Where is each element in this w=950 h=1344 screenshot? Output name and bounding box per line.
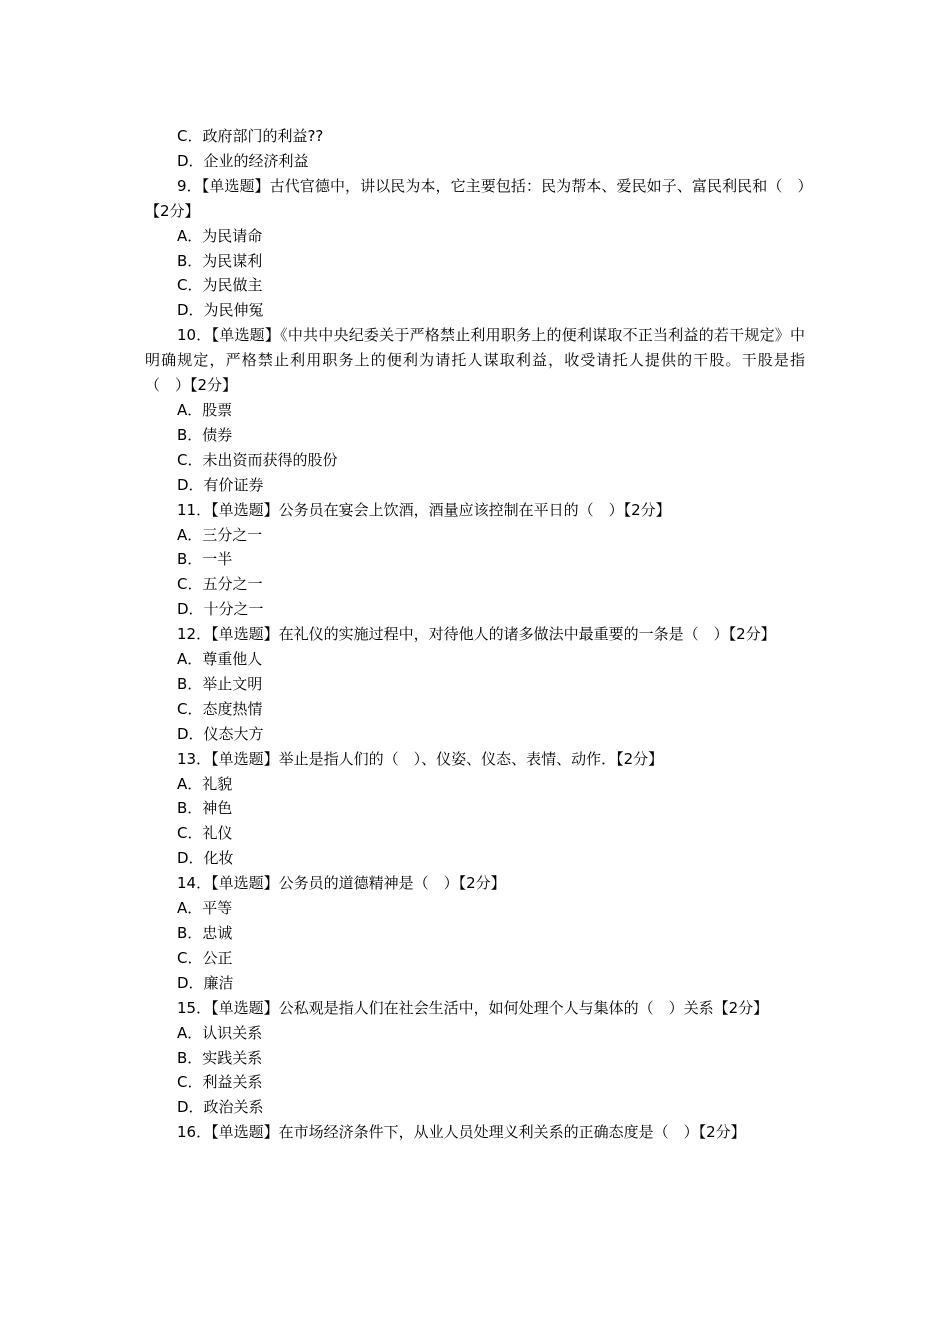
option-c: C．为民做主 xyxy=(177,276,263,295)
option-d: D．化妆 xyxy=(177,849,234,868)
option-c: C．利益关系 xyxy=(177,1073,263,1092)
question-13: 13．【单选题】举止是指人们的（ ）、仪姿、仪态、表情、动作．【2分】 xyxy=(177,749,664,768)
option-b: B．一半 xyxy=(177,550,233,569)
option-b: B．神色 xyxy=(177,799,233,818)
option-d: D．十分之一 xyxy=(177,600,264,619)
option-b: B．实践关系 xyxy=(177,1048,263,1067)
option-d: D．廉洁 xyxy=(177,973,234,992)
option-d: D．有价证券 xyxy=(177,475,264,494)
question-14: 14．【单选题】公务员的道德精神是（ ）【2分】 xyxy=(177,874,506,893)
question-10: 10．【单选题】《中共中央纪委关于严格禁止利用职务上的便利谋取不正当利益的若干规定》中明确规定，严格禁止利用职务上的便利为请托人谋取利益，收受请托人提供的干股。干股是指（ ）【2分】 xyxy=(145,326,805,395)
option-b: B．为民谋利 xyxy=(177,251,263,270)
option-b: B．债券 xyxy=(177,425,233,444)
question-11: 11．【单选题】公务员在宴会上饮酒，酒量应该控制在平日的（ ）【2分】 xyxy=(177,500,671,519)
option-a: A．股票 xyxy=(177,400,233,419)
question-9: 9．【单选题】古代官德中，讲以民为本，它主要包括：民为帮本、爱民如子、富民利民和（ ）【2分】 xyxy=(145,176,805,220)
option-c: C．五分之一 xyxy=(177,575,263,594)
option-d: D．为民伸冤 xyxy=(177,301,264,320)
option-a: A．三分之一 xyxy=(177,525,263,544)
option-a: A．平等 xyxy=(177,899,233,918)
option-d: D．仪态大方 xyxy=(177,724,264,743)
option-b: B．举止文明 xyxy=(177,674,263,693)
question-16: 16．【单选题】在市场经济条件下，从业人员处理义利关系的正确态度是（ ）【2分】 xyxy=(177,1123,746,1142)
option-c: C．政府部门的利益?? xyxy=(177,127,324,145)
option-d: D．政治关系 xyxy=(177,1098,264,1117)
document-page xyxy=(145,124,805,1145)
option-d: D．企业的经济利益 xyxy=(177,151,309,170)
option-a: A．尊重他人 xyxy=(177,650,263,669)
option-c: C．礼仪 xyxy=(177,824,233,843)
option-a: A．认识关系 xyxy=(177,1023,263,1042)
option-b: B．忠诚 xyxy=(177,924,233,942)
question-15: 15．【单选题】公私观是指人们在社会生活中，如何处理个人与集体的（ ）关系【2分】 xyxy=(177,998,769,1017)
option-a: A．为民请命 xyxy=(177,226,263,245)
option-c: C．公正 xyxy=(177,948,233,967)
option-c: C．未出资而获得的股份 xyxy=(177,450,338,469)
option-a: A．礼貌 xyxy=(177,774,233,793)
option-c: C．态度热情 xyxy=(177,699,263,718)
question-12: 12．【单选题】在礼仪的实施过程中，对待他人的诸多做法中最重要的一条是（ ）【2分】 xyxy=(177,625,776,644)
